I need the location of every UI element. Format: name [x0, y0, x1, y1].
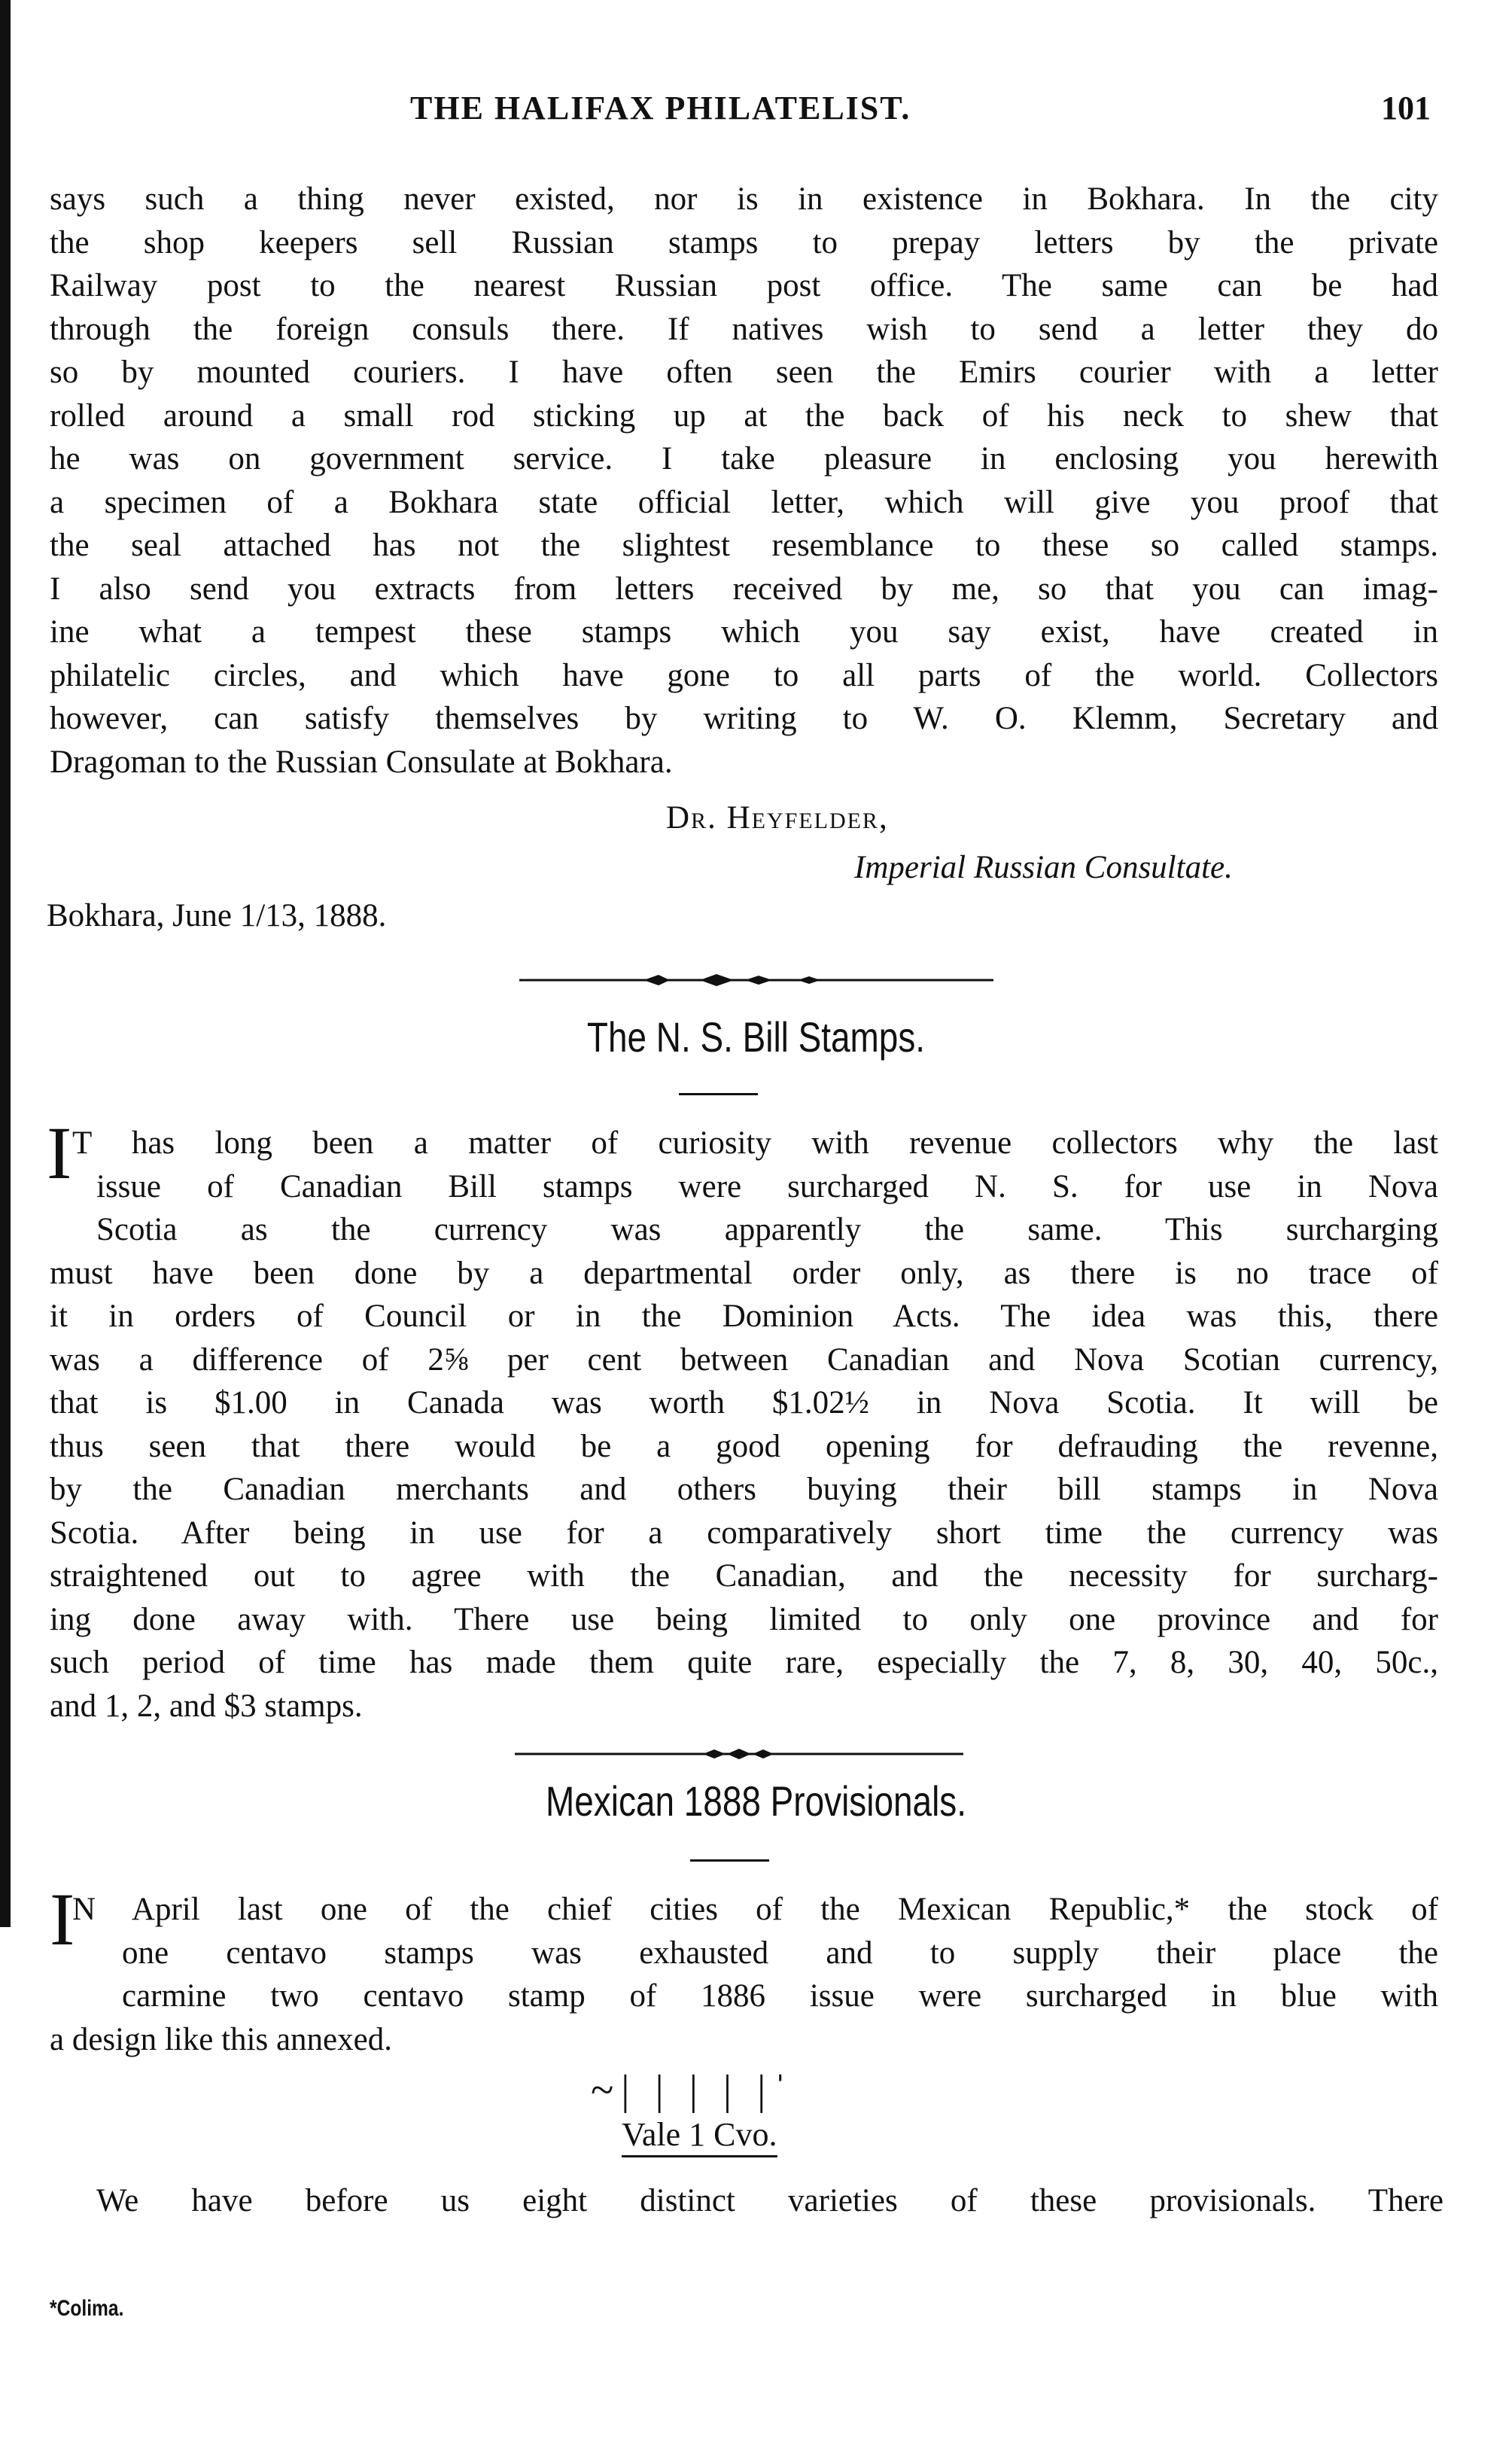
letter-line: the shop keepers sell Russian stamps to prepay letters by the private: [50, 224, 1438, 260]
signature-title: Imperial Russian Consultate.: [854, 850, 1233, 885]
bill-stamps-body: [50, 1122, 1438, 1728]
letter-line: I also send you extracts from letters received by me, so that you can imag-: [50, 571, 1438, 607]
letter-line: ine what a tempest these stamps which you say exist, have created in: [50, 614, 1438, 650]
mexican-line: one centavo stamps was exhausted and to supply their place the: [122, 1935, 1438, 1971]
letter-line: rolled around a small rod sticking up at the back of his neck to shew that: [50, 397, 1438, 434]
bill-line: it in orders of Council or in the Dominion Acts. The idea was this, there: [50, 1299, 1438, 1334]
letter-line: a specimen of a Bokhara state official letter, which will give you proof that: [50, 484, 1438, 520]
section-divider-ornament: [515, 1745, 963, 1763]
bill-line: T has long been a matter of curiosity with revenue collectors why the last: [72, 1125, 1438, 1161]
bill-line: that is $1.00 in Canada was worth $1.02½ in Nova Scotia. It will be: [50, 1385, 1438, 1420]
letter-line: through the foreign consuls there. If natives wish to send a letter they do: [50, 311, 1438, 347]
bill-line: straightened out to agree with the Canadian, and the necessity for surcharg-: [50, 1558, 1438, 1594]
surcharge-text: Vale 1 Cvo.: [622, 2115, 777, 2157]
letter-line: he was on government service. I take pleasure in enclosing you herewith: [50, 441, 1438, 477]
title-underline: [679, 1093, 758, 1095]
bill-line: ing done away with. There use being limited to only one province and for: [50, 1601, 1438, 1637]
drop-cap: I: [50, 1877, 75, 1961]
surcharge-marks: ~| | | | |ˈ: [591, 2067, 795, 2114]
running-head: THE HALIFAX PHILATELIST.: [410, 90, 911, 126]
signature-name: Dr. Heyfelder,: [666, 800, 889, 836]
bill-line: and 1, 2, and $3 stamps.: [50, 1688, 363, 1724]
letter-line: the seal attached has not the slightest resemblance to these so called stamps.: [50, 528, 1438, 563]
letter-line: so by mounted couriers. I have often seen the Emirs courier with a letter: [50, 355, 1438, 390]
letter-line: philatelic circles, and which have gone to all parts of the world. Collectors: [50, 657, 1438, 693]
title-underline: [690, 1859, 769, 1862]
page-number: 101: [1381, 90, 1431, 126]
section-divider-ornament: [519, 971, 993, 989]
letter-line: however, can satisfy themselves by writing to W. O. Klemm, Secretary and: [50, 701, 1438, 736]
closing-line-text: We have before us eight distinct varieties of these provisionals. There: [96, 2183, 1444, 2218]
section-title-bill-stamps: The N. S. Bill Stamps.: [586, 1013, 926, 1061]
drop-cap: I: [47, 1111, 72, 1195]
bill-line: thus seen that there would be a good opening for defrauding the revenne,: [50, 1428, 1438, 1464]
bill-line: Scotia. After being in use for a comparatively short time the currency was: [50, 1515, 1438, 1551]
letter-line: Dragoman to the Russian Consulate at Bokhara.: [50, 744, 673, 780]
mexican-line: carmine two centavo stamp of 1886 issue were surcharged in blue with: [122, 1978, 1438, 2014]
closing-line: [96, 2179, 1444, 2223]
footnote: *Colima.: [50, 2296, 124, 2321]
letter-line: says such a thing never existed, nor is in existence in Bokhara. In the city: [50, 181, 1438, 217]
letter-line: Railway post to the nearest Russian post office. The same can be had: [50, 268, 1438, 303]
mexican-line: N April last one of the chief cities of the Mexican Republic,* the stock of: [72, 1892, 1438, 1927]
bill-line: must have been done by a departmental order only, as there is no trace of: [50, 1255, 1438, 1291]
page-edge-rule: [0, 0, 11, 1927]
letter-body: [50, 178, 1438, 784]
bill-line: such period of time has made them quite rare, especially the 7, 8, 30, 40, 50c.,: [50, 1645, 1438, 1680]
page-header: [0, 89, 1512, 134]
mexican-body: [50, 1888, 1438, 2061]
section-title-mexican-provisionals: Mexican 1888 Provisionals.: [546, 1777, 966, 1825]
place-date: Bokhara, June 1/13, 1888.: [47, 898, 387, 933]
bill-line: by the Canadian merchants and others buying their bill stamps in Nova: [50, 1472, 1438, 1507]
bill-line: was a difference of 2⅝ per cent between Canadian and Nova Scotian currency,: [50, 1341, 1438, 1378]
bill-line: issue of Canadian Bill stamps were surcharged N. S. for use in Nova: [96, 1168, 1438, 1204]
bill-line: Scotia as the currency was apparently the same. This surcharging: [96, 1212, 1438, 1247]
mexican-line: a design like this annexed.: [50, 2021, 392, 2057]
